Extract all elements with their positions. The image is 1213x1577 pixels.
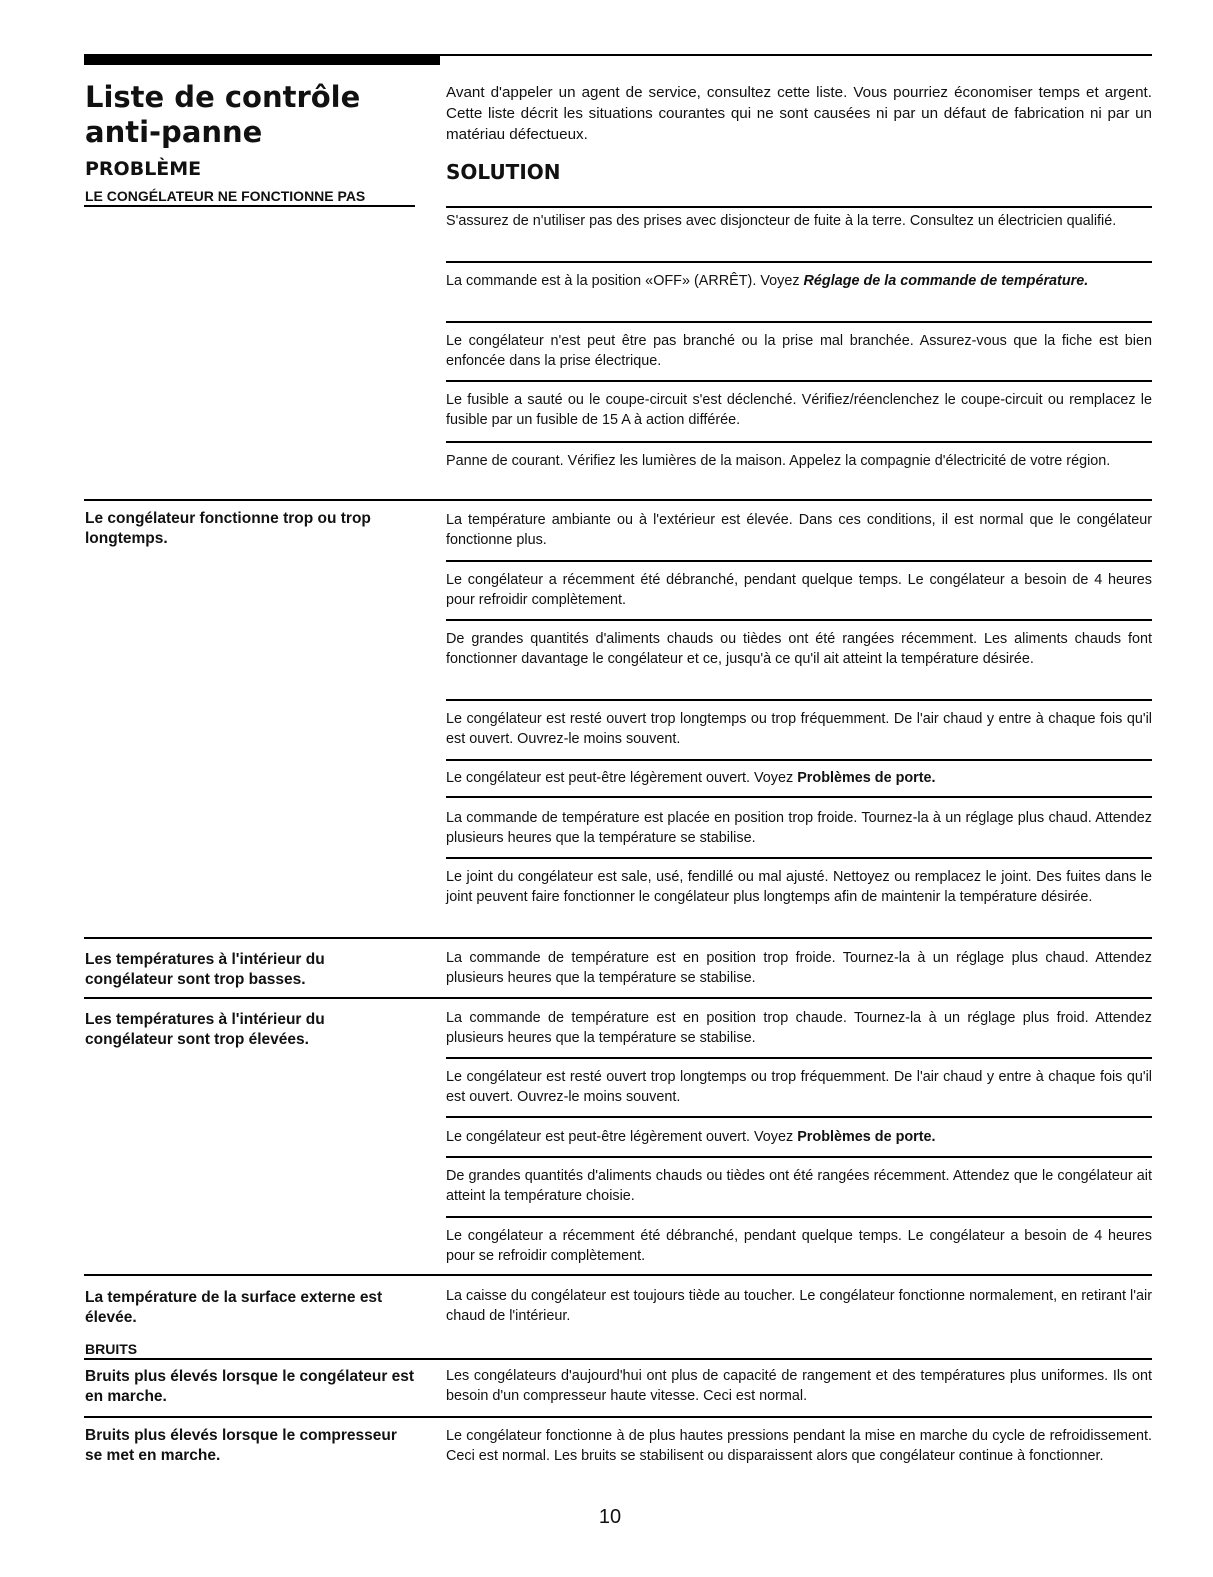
- section-heading-not-running: LE CONGÉLATEUR NE FONCTIONNE PAS: [85, 188, 366, 204]
- separator: [446, 796, 1152, 798]
- solution-text: S'assurez de n'utiliser pas des prises avec disjoncteur de fuite à la terre. Consultez un électricien qualifié.: [446, 213, 1117, 229]
- title-bar: [84, 56, 440, 65]
- separator: [446, 759, 1152, 761]
- solution-text: Le congélateur fonctionne à de plus hautes pressions pendant la mise en marche du cycle de refroidissement. Ceci est normal. Les bruits se stabilisent ou disparaissent alors que congélateur continue à fonctionner.: [446, 1428, 1152, 1464]
- solution-text: La commande de température est placée en position trop froide. Tournez-la à un réglage plus chaud. Attendez plusieurs heures que la température se stabilise.: [446, 810, 1152, 846]
- reference-door-problems: Problèmes de porte.: [797, 1129, 936, 1145]
- problem-text: Les températures à l'intérieur du congélateur sont trop basses.: [85, 951, 325, 988]
- reference-temperature-control: Réglage de la commande de température.: [803, 273, 1089, 289]
- problem-column-header: PROBLÈME: [85, 158, 202, 180]
- problem-text: Les températures à l'intérieur du congélateur sont trop élevées.: [85, 1011, 325, 1048]
- separator: [446, 857, 1152, 859]
- solution-text: Panne de courant. Vérifiez les lumières de la maison. Appelez la compagnie d'électricité de votre région.: [446, 453, 1111, 469]
- problem-text: Le congélateur fonctionne trop ou trop longtemps.: [85, 510, 371, 547]
- section-heading-noises: BRUITS: [85, 1341, 138, 1357]
- separator: [446, 1116, 1152, 1118]
- solution-text: Le fusible a sauté ou le coupe-circuit s'est déclenché. Vérifiez/réenclenchez le coupe-circuit ou remplacez le fusible par un fusible de 15 A à action différée.: [446, 392, 1152, 428]
- solution-text: Le joint du congélateur est sale, usé, fendillé ou mal ajusté. Nettoyez ou remplacez le joint. Des fuites dans le joint peuvent faire fonctionner le congélateur plus longtemps afin de maintenir la température désirée.: [446, 869, 1152, 905]
- problem-text: La température de la surface externe est élevée.: [85, 1289, 383, 1326]
- row-separator: [84, 499, 1152, 501]
- intro-paragraph: Avant d'appeler un agent de service, consultez cette liste. Vous pourriez économiser temps et argent. Cette liste décrit les situations courantes qui ne sont causées ni par un défaut de fabrication ni par un matériau défectueux.: [446, 84, 1152, 143]
- page-number: 10: [598, 1506, 622, 1528]
- reference-door-problems: Problèmes de porte.: [797, 770, 936, 786]
- row-separator: [84, 1274, 1152, 1276]
- problem-text: Bruits plus élevés lorsque le compresseur se met en marche.: [85, 1427, 397, 1464]
- separator: [446, 619, 1152, 621]
- section-underline: [84, 205, 415, 207]
- row-separator: [84, 1416, 1152, 1418]
- separator: [446, 699, 1152, 701]
- separator: [446, 380, 1152, 382]
- separator: [446, 1057, 1152, 1059]
- row-separator: [84, 997, 1152, 999]
- problem-text: Bruits plus élevés lorsque le congélateur est en marche.: [85, 1368, 415, 1405]
- separator: [446, 1156, 1152, 1158]
- solution-text: Le congélateur a récemment été débranché, pendant quelque temps. Le congélateur a besoin de 4 heures pour se refroidir complètement.: [446, 1228, 1152, 1264]
- page-title: Liste de contrôle anti-panne: [85, 80, 361, 149]
- solution-column-header: SOLUTION: [446, 160, 561, 184]
- solution-text: Le congélateur a récemment été débranché, pendant quelque temps. Le congélateur a besoin de 4 heures pour refroidir complètement.: [446, 572, 1152, 608]
- separator: [446, 261, 1152, 263]
- solution-text: Le congélateur est resté ouvert trop longtemps ou trop fréquemment. De l'air chaud y entre à chaque fois qu'il est ouvert. Ouvrez-le moins souvent.: [446, 711, 1152, 747]
- solution-text: Les congélateurs d'aujourd'hui ont plus de capacité de rangement et des températures plus uniformes. Ils ont besoin d'un compresseur haute vitesse. Ceci est normal.: [446, 1368, 1152, 1404]
- solution-text: Le congélateur est peut-être légèrement ouvert. Voyez Problèmes de porte.: [446, 770, 936, 786]
- solution-text: Le congélateur est resté ouvert trop longtemps ou trop fréquemment. De l'air chaud y entre à chaque fois qu'il est ouvert. Ouvrez-le moins souvent.: [446, 1069, 1152, 1105]
- row-separator: [84, 1358, 1152, 1360]
- solution-text: La température ambiante ou à l'extérieur est élevée. Dans ces conditions, il est normal que le congélateur fonctionne plus.: [446, 512, 1152, 548]
- solution-text: Le congélateur est peut-être légèrement ouvert. Voyez Problèmes de porte.: [446, 1129, 936, 1145]
- solution-text: La caisse du congélateur est toujours tiède au toucher. Le congélateur fonctionne normalement, en retirant l'air chaud de l'intérieur.: [446, 1288, 1152, 1324]
- separator: [446, 441, 1152, 443]
- solution-text: La commande est à la position «OFF» (ARRÊT). Voyez Réglage de la commande de température.: [446, 273, 1089, 289]
- separator: [446, 560, 1152, 562]
- solution-text: La commande de température est en position trop froide. Tournez-la à un réglage plus chaud. Attendez plusieurs heures que la température se stabilise.: [446, 950, 1152, 986]
- solution-text: De grandes quantités d'aliments chauds ou tièdes ont été rangées récemment. Attendez que le congélateur ait atteint la température choisie.: [446, 1168, 1152, 1204]
- separator: [446, 321, 1152, 323]
- solution-text: La commande de température est en position trop chaude. Tournez-la à un réglage plus froid. Attendez plusieurs heures que la température se stabilise.: [446, 1010, 1152, 1046]
- separator: [446, 1216, 1152, 1218]
- row-separator: [84, 937, 1152, 939]
- solution-text: Le congélateur n'est peut être pas branché ou la prise mal branchée. Assurez-vous que la fiche est bien enfoncée dans la prise électrique.: [446, 333, 1152, 369]
- solution-text: De grandes quantités d'aliments chauds ou tièdes ont été rangées récemment. Les aliments chauds font fonctionner davantage le congélateur et ce, jusqu'à ce qu'il ait atteint la température désirée.: [446, 631, 1152, 667]
- separator: [446, 206, 1152, 208]
